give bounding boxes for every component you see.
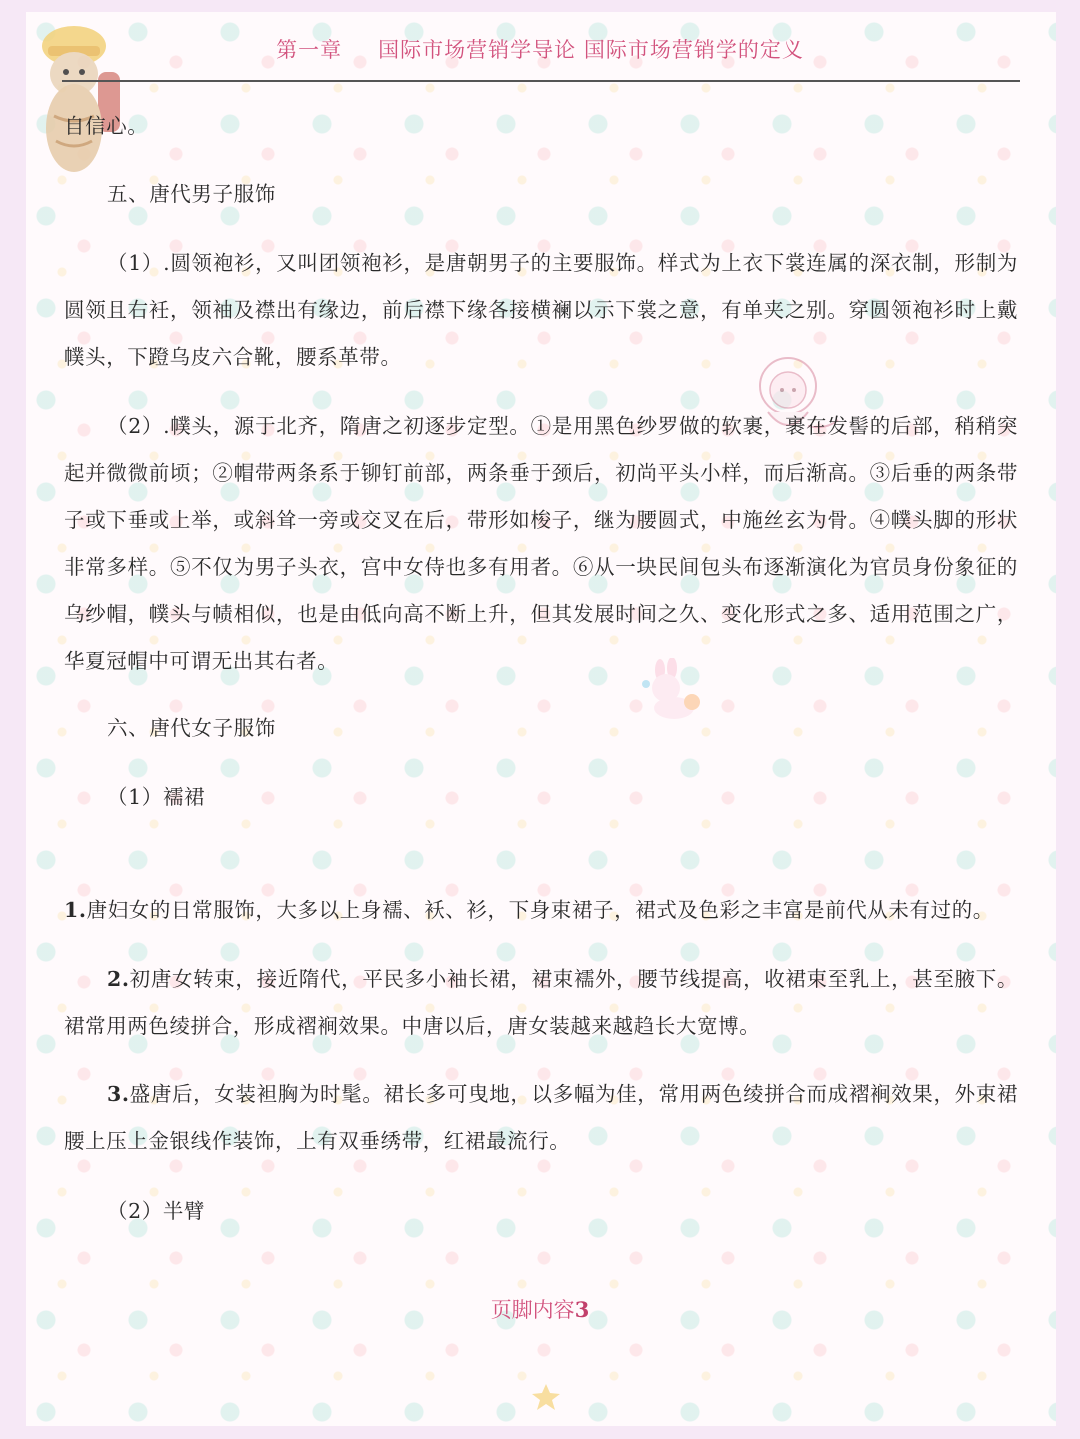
footer-label: 页脚内容 (490, 1298, 575, 1322)
subheading-banbi: （2）半臂 (107, 1199, 206, 1223)
header-title: 国际市场营销学导论 国际市场营销学的定义 (378, 38, 804, 62)
item-text: 初唐女转束，接近隋代，平民多小袖长裙，裙束襦外，腰节线提高，收裙束至乳上，甚至腋下。裙常用两色绫拼合，形成褶裥效果。中唐以后，唐女装越来越趋长大宽博。 (64, 967, 1018, 1038)
header-chapter: 第一章 (276, 38, 343, 62)
star-sticker-icon (530, 1382, 562, 1412)
page-header (0, 34, 1080, 64)
header-divider (62, 80, 1020, 82)
item-text: 唐妇女的日常服饰，大多以上身襦、袄、衫，下身束裙子，裙式及色彩之丰富是前代从未有过的。 (86, 898, 994, 922)
section-heading-women: 六、唐代女子服饰 (107, 716, 276, 740)
subheading-ruqun: （1）襦裙 (107, 785, 206, 809)
item-number: 2. (107, 967, 130, 991)
paragraph-futou: （2）.幞头，源于北齐，隋唐之初逐步定型。①是用黑色纱罗做的软裹，裹在发髻的后部，稍稍突起并微微前顷；②帽带两条系于铆钉前部，两条垂于颈后，初尚平头小样，而后渐高。③后垂的两条带子或下垂或上举，或斜耸一旁或交叉在后，带形如梭子，继为腰圆式，中施丝玄为骨。④幞头脚的形状非常多样。⑤不仅为男子头衣，宫中女侍也多有用者。⑥从一块民间包头布逐渐演化为官员身份象征的乌纱帽，幞头与帻相似，也是由低向高不断上升，但其发展时间之久、变化形式之多、适用范围之广，华夏冠帽中可谓无出其右者。 (64, 414, 1018, 673)
item-text: 盛唐后，女装袒胸为时髦。裙长多可曳地，以多幅为佳，常用两色绫拼合而成褶裥效果，外束裙腰上压上金银线作装饰，上有双垂绣带，红裙最流行。 (64, 1082, 1018, 1153)
paragraph-item-1 (64, 887, 1018, 934)
paragraph-item-2 (64, 956, 1018, 1050)
line-fragment: 自信心。 (64, 114, 149, 138)
paragraph-item-3 (64, 1071, 1018, 1165)
paragraph-round-collar-robe: （1）.圆领袍衫，又叫团领袍衫，是唐朝男子的主要服饰。样式为上衣下裳连属的深衣制，形制为圆领且右衽，领袖及襟出有缘边，前后襟下缘各接横襕以示下裳之意，有单夹之别。穿圆领袍衫时上戴幞头，下蹬乌皮六合靴，腰系革带。 (64, 251, 1018, 369)
item-number: 1. (64, 898, 87, 922)
section-heading-men: 五、唐代男子服饰 (107, 182, 276, 206)
item-number: 3. (107, 1082, 130, 1106)
footer-page-number: 3 (574, 1297, 590, 1322)
page-footer (0, 1294, 1080, 1324)
